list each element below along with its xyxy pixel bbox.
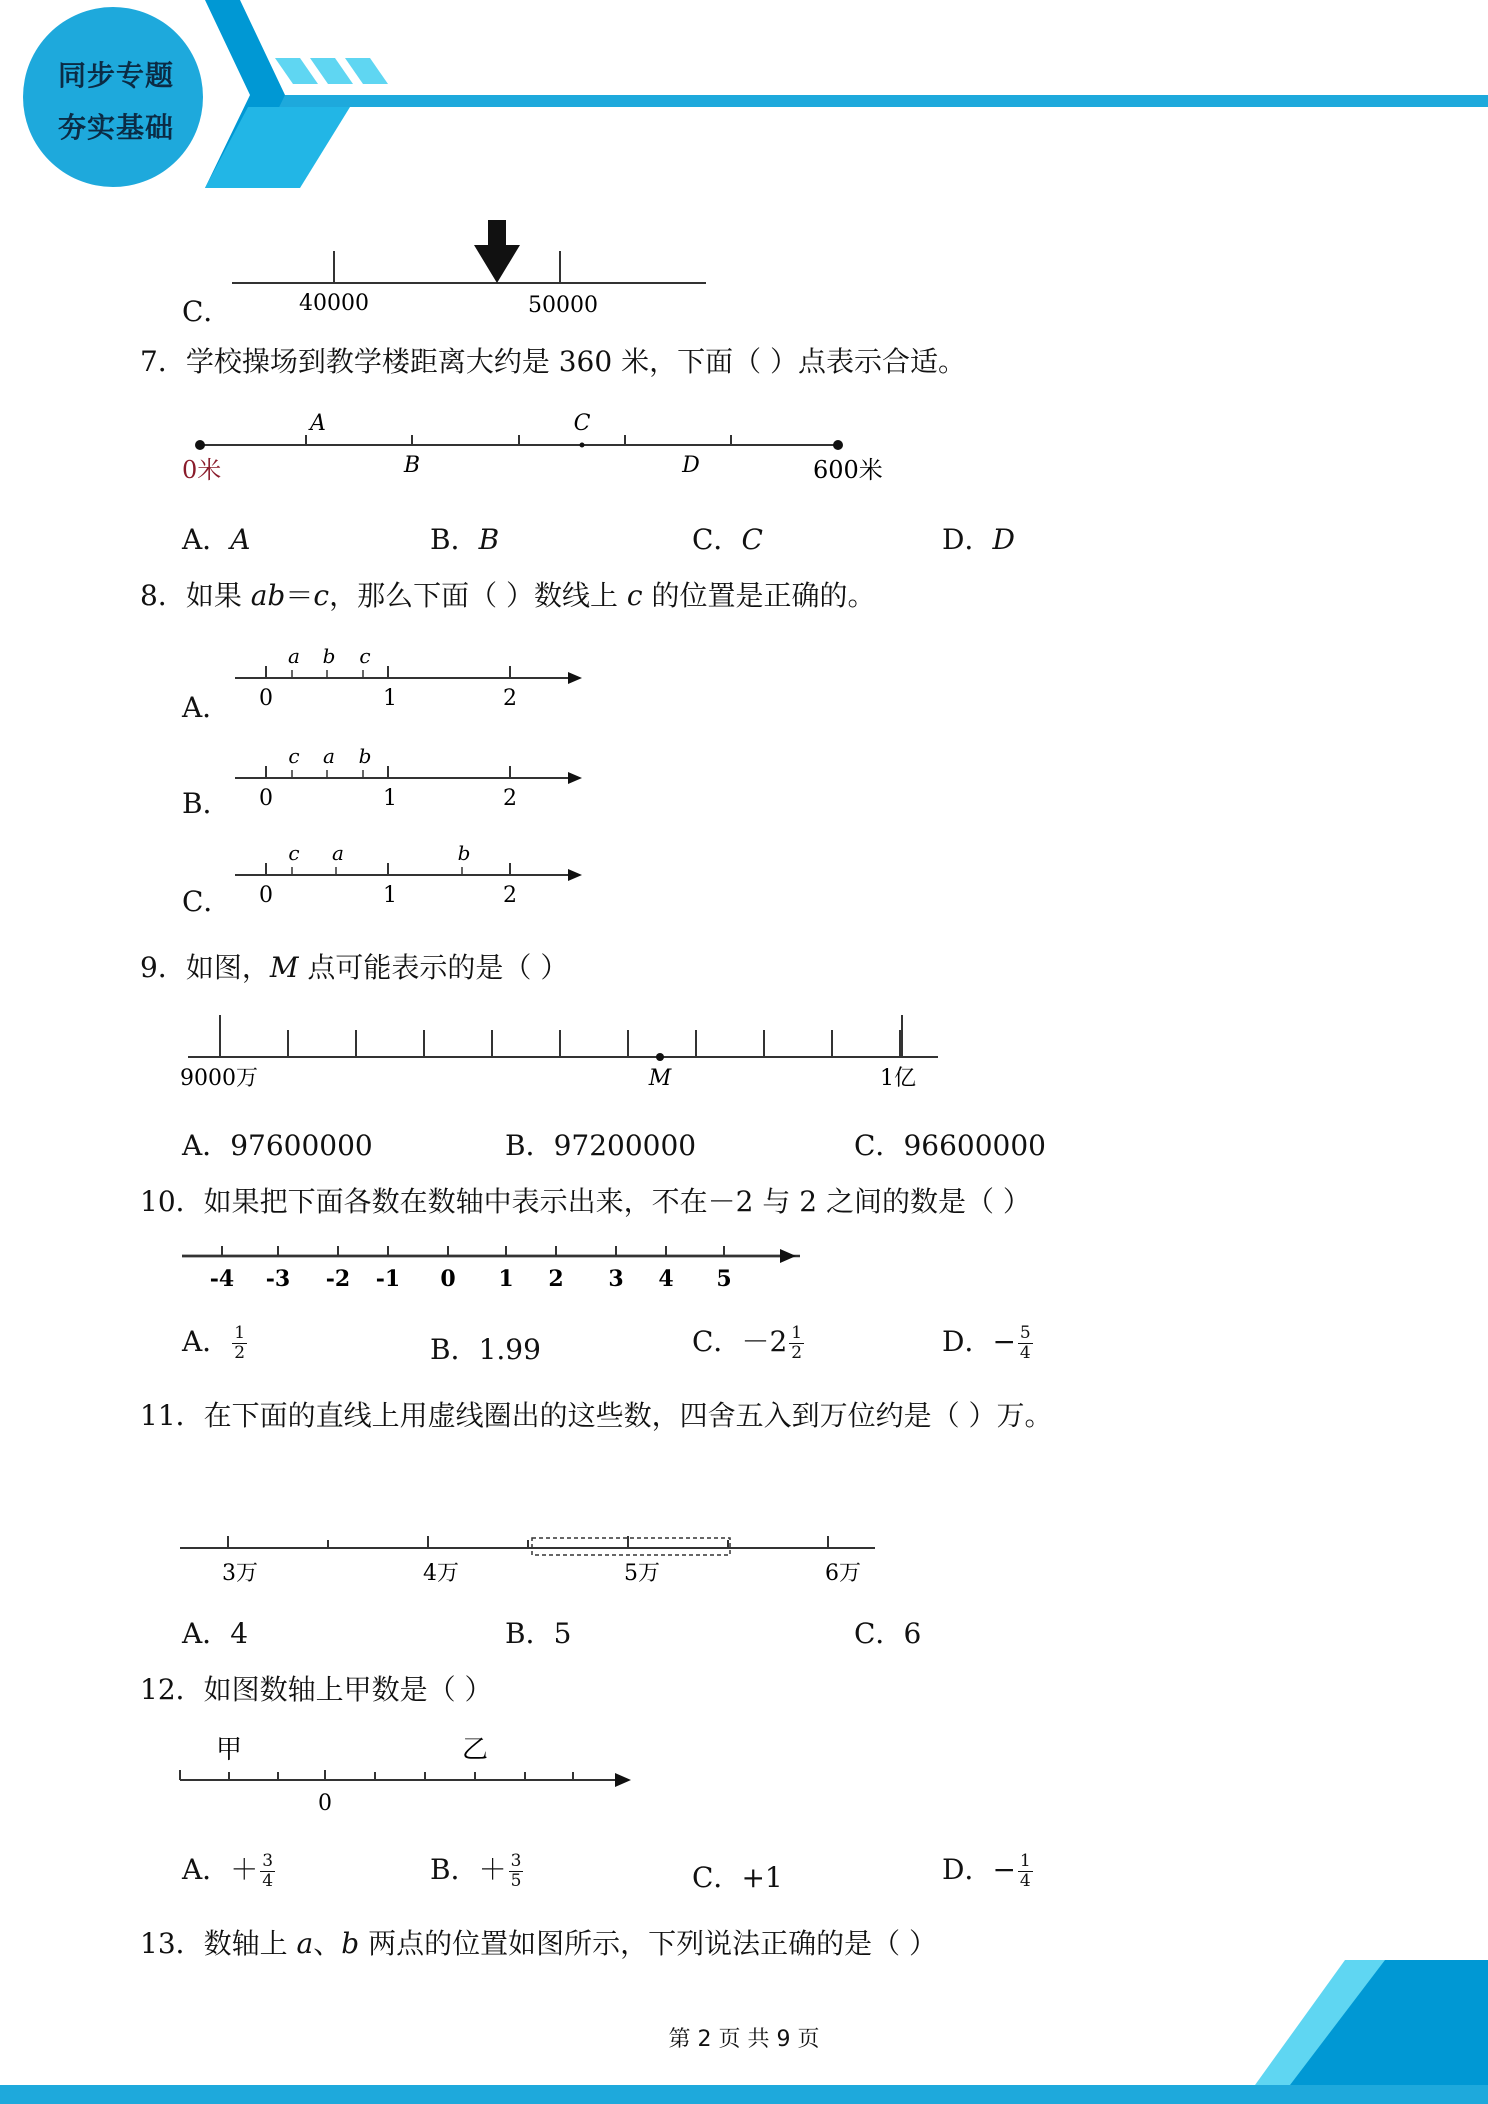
badge-line2: 夯实基础 [58,111,175,144]
q9-label-m: M [648,1066,672,1091]
q8c-label-a: a [332,841,344,865]
q11-tick-5w: 5万 [624,1561,660,1586]
q12-number-line [175,1725,645,1825]
q8c-tick-2: 2 [503,883,517,908]
q8a-tick-1: 1 [383,686,397,711]
q12-label-zero: 0 [318,1791,332,1816]
q11-tick-4w: 4万 [423,1561,459,1586]
q11-tick-3w: 3万 [222,1561,258,1586]
footer-decoration [0,1955,1488,2104]
q11-option-a[interactable]: A．4 [182,1617,249,1650]
q9-number-line [180,1005,940,1105]
q7-label-start: 0米 [182,456,222,484]
q8a-label-c: c [359,644,371,668]
q10-tick-1: 1 [498,1266,514,1292]
q8-option-b-line [230,738,590,818]
q10-option-b[interactable]: B．1.99 [430,1333,541,1366]
q8b-label-a: a [323,744,335,768]
q8b-tick-2: 2 [503,786,517,811]
q6-tick-50000: 50000 [528,293,598,318]
q7-label-d: D [682,453,700,478]
q12-option-b[interactable]: B．＋ $\frac{3}{5}$ [430,1851,522,1891]
q10-c-fraction: $\frac{1}{2}$ [791,1323,803,1363]
q10-tick-4: 4 [658,1266,674,1292]
q8a-label-a: a [288,644,300,668]
page-number: 第 2 页 共 9 页 [668,2027,820,2052]
header-badge-circle [23,7,203,187]
q12-b-fraction: $\frac{3}{5}$ [510,1851,522,1891]
q10-stem: 10．如果把下面各数在数轴中表示出来，不在－2 与 2 之间的数是（ ） [140,1185,1031,1218]
q8b-label-b: b [358,744,372,768]
header-slash-2 [310,58,353,84]
q7-option-a[interactable]: A．A [182,523,251,556]
q12-d-fraction: $\frac{1}{4}$ [1019,1851,1031,1891]
q7-label-end: 600米 [813,456,883,484]
q8-option-b-letter[interactable]: B． [182,787,231,820]
q7-number-line [180,400,900,490]
q10-option-a[interactable]: A． $\frac{1}{2}$ [182,1323,246,1363]
q11-dashed-circle [532,1538,730,1555]
arrow-down-icon [474,220,520,283]
q10-option-d[interactable]: D．− $\frac{5}{4}$ [942,1323,1031,1363]
q8c-tick-0: 0 [259,883,273,908]
header-decoration [0,0,1488,200]
q8-option-a-line [230,640,590,720]
q7-stem: 7．学校操场到教学楼距离大约是 360 米，下面（ ）点表示合适。 [140,345,966,378]
q12-stem: 12．如图数轴上甲数是（ ） [140,1673,493,1706]
q11-option-c[interactable]: C．6 [854,1617,922,1650]
q9-label-start: 9000万 [180,1066,258,1091]
badge-line1: 同步专题 [58,59,175,92]
q8a-tick-0: 0 [259,686,273,711]
q10-tick-neg4: -4 [209,1266,235,1292]
q10-tick-neg2: -2 [325,1266,351,1292]
q10-tick-3: 3 [608,1266,624,1292]
q9-option-a[interactable]: A．97600000 [182,1129,373,1162]
q8-option-c-letter[interactable]: C． [182,885,232,918]
q12-option-a[interactable]: A．＋ $\frac{3}{4}$ [182,1851,274,1891]
q8b-tick-1: 1 [383,786,397,811]
q9-option-c[interactable]: C．96600000 [854,1129,1046,1162]
q12-a-fraction: $\frac{3}{4}$ [262,1851,274,1891]
header-slash-3 [345,58,388,84]
header-band [260,95,1488,107]
q12-label-yi: 乙 [461,1735,489,1765]
q8b-label-c: c [288,744,300,768]
q6-tick-40000: 40000 [299,291,369,316]
q8-stem: 8．如果 ab＝c，那么下面（ ）数线上 c 的位置是正确的。 [140,579,876,612]
q7-label-a: A [310,411,326,436]
q9-label-end: 1亿 [880,1066,916,1091]
q7-option-b[interactable]: B．B [430,523,500,556]
q8a-label-b: b [322,644,336,668]
q10-tick-neg1: -1 [375,1266,401,1292]
q8b-tick-0: 0 [259,786,273,811]
q8c-tick-1: 1 [383,883,397,908]
header-lower-slab [205,107,350,188]
q10-option-c[interactable]: C．－2 $\frac{1}{2}$ [692,1323,803,1363]
q10-tick-2: 2 [548,1266,564,1292]
header-slash-1 [275,58,318,84]
q12-label-jia: 甲 [215,1735,243,1765]
q11-option-b[interactable]: B．5 [505,1617,572,1650]
q7-label-c: C [573,411,591,436]
q8c-label-b: b [457,841,471,865]
q9-option-b[interactable]: B．97200000 [505,1129,697,1162]
q10-a-fraction: $\frac{1}{2}$ [234,1323,246,1363]
q6-option-c-letter: C． [182,295,232,328]
q7-option-c[interactable]: C．C [692,523,763,556]
q12-option-c[interactable]: C．+1 [692,1861,783,1894]
q6-number-line [220,215,740,320]
q7-option-d[interactable]: D．D [942,523,1015,556]
q10-d-fraction: $\frac{5}{4}$ [1019,1323,1031,1363]
q11-number-line [175,1520,895,1590]
q10-tick-5: 5 [716,1266,732,1292]
q10-tick-0: 0 [440,1266,456,1292]
q11-tick-6w: 6万 [825,1561,861,1586]
q8a-tick-2: 2 [503,686,517,711]
q10-number-line [180,1240,800,1300]
q8-option-a-letter[interactable]: A． [182,691,231,724]
q8-option-c-line [230,835,590,915]
q10-tick-neg3: -3 [265,1266,291,1292]
footer-band [0,2085,1488,2104]
q11-stem: 11．在下面的直线上用虚线圈出的这些数，四舍五入到万位约是（ ）万。 [140,1399,1053,1432]
q9-stem: 9．如图，M 点可能表示的是（ ） [140,951,569,984]
q12-option-d[interactable]: D．− $\frac{1}{4}$ [942,1851,1031,1891]
q7-label-b: B [403,453,421,478]
q8c-label-c: c [288,841,300,865]
q13-stem: 13．数轴上 a、b 两点的位置如图所示，下列说法正确的是（ ） [140,1927,938,1960]
